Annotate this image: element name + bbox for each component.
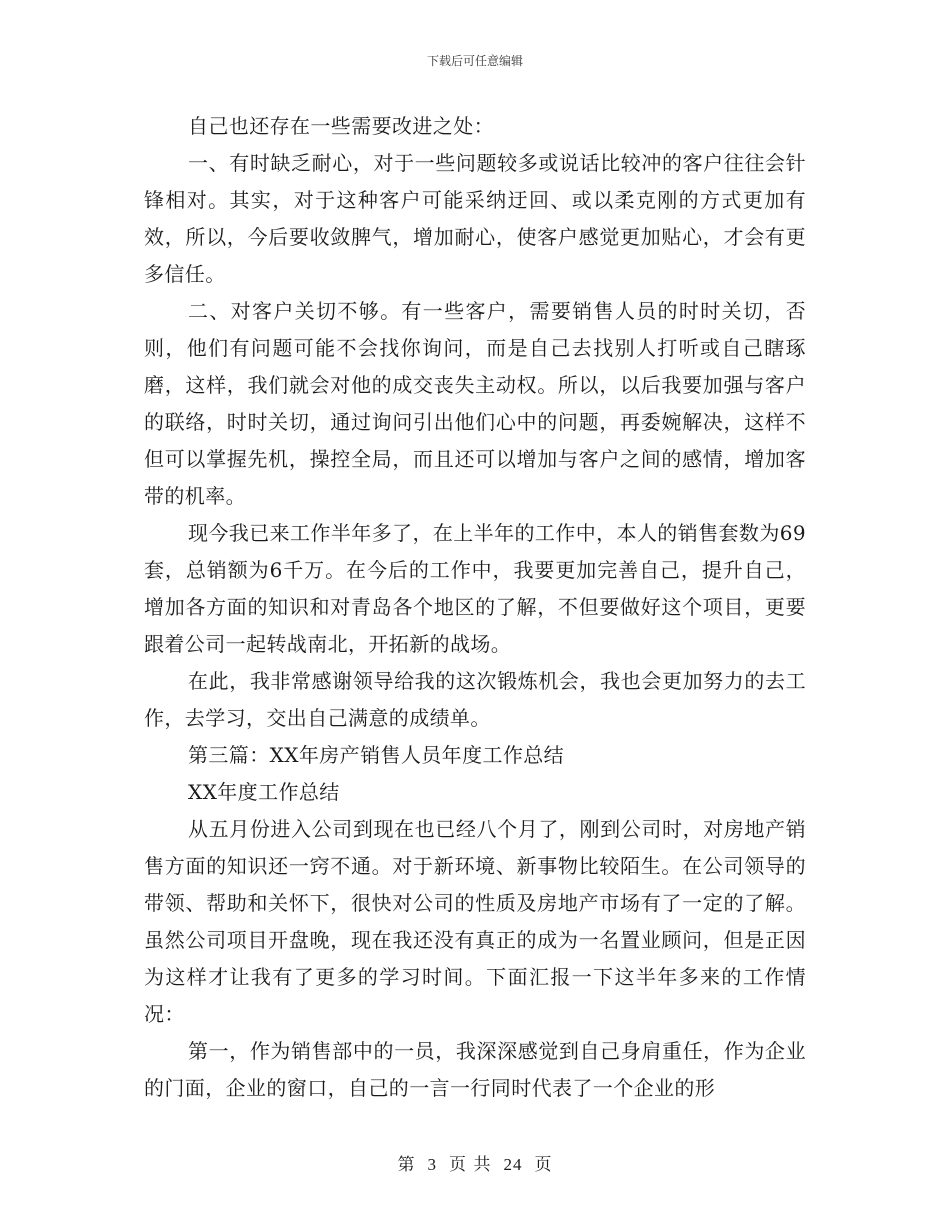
document-body — [144, 108, 806, 1107]
paragraph-point-two: 二、对客户关切不够。有一些客户，需要销售人员的时时关切，否则，他们有问题可能不会找你询问，而是自己去找别人打听或自己瞎琢磨，这样，我们就会对他的成交丧失主动权。所以，以后我要加强与客户的联络，时时关切，通过询问引出他们心中的问题，再委婉解决，这样不但可以掌握先机，操控全局，而且还可以增加与客户之间的感情，增加客带的机率。 — [144, 299, 806, 508]
section-subheading-annual-summary: XX年度工作总结 — [188, 780, 340, 804]
paragraph-improvement-intro: 自己也还存在一些需要改进之处： — [188, 114, 494, 138]
footer-current-page: 3 — [427, 1155, 438, 1174]
footer-suffix: 页 — [534, 1155, 553, 1175]
paragraph-sales-results: 现今我已来工作半年多了，在上半年的工作中，本人的销售套数为69套，总销额为6千万。在今后的工作中，我要更加完善自己，提升自己，增加各方面的知识和对青岛各个地区的了解，不但要做好这个项目，更要跟着公司一起转战南北，开拓新的战场。 — [144, 521, 806, 656]
page-header-note: 下载后可任意编辑 — [426, 54, 523, 68]
paragraph-joining-company: 从五月份进入公司到现在也已经八个月了，刚到公司时，对房地产销售方面的知识还一窍不通。对于新环境、新事物比较陌生。在公司领导的带领、帮助和关怀下，很快对公司的性质及房地产市场有了一定的了解。虽然公司项目开盘晚，现在我还没有真正的成为一名置业顾问，但是正因为这样才让我有了更多的学习时间。下面汇报一下这半年多来的工作情况： — [144, 817, 806, 1026]
footer-prefix: 第 — [397, 1155, 416, 1175]
footer-total-pages: 24 — [503, 1155, 523, 1174]
paragraph-point-one: 一、有时缺乏耐心，对于一些问题较多或说话比较冲的客户往往会针锋相对。其实，对于这种客户可能采纳迂回、或以柔克刚的方式更加有效，所以，今后要收敛脾气，增加耐心，使客户感觉更加贴心，才会有更多信任。 — [144, 151, 806, 286]
page-footer — [0, 1150, 950, 1175]
paragraph-thanks: 在此，我非常感谢领导给我的这次锻炼机会，我也会更加努力的去工作，去学习，交出自己满意的成绩单。 — [144, 669, 806, 730]
section-heading-part-three: 第三篇：XX年房产销售人员年度工作总结 — [188, 743, 565, 767]
footer-middle: 页 共 — [449, 1155, 492, 1175]
paragraph-first-point: 第一，作为销售部中的一员，我深深感觉到自己身肩重任，作为企业的门面，企业的窗口，自己的一言一行同时代表了一个企业的形 — [144, 1039, 806, 1100]
